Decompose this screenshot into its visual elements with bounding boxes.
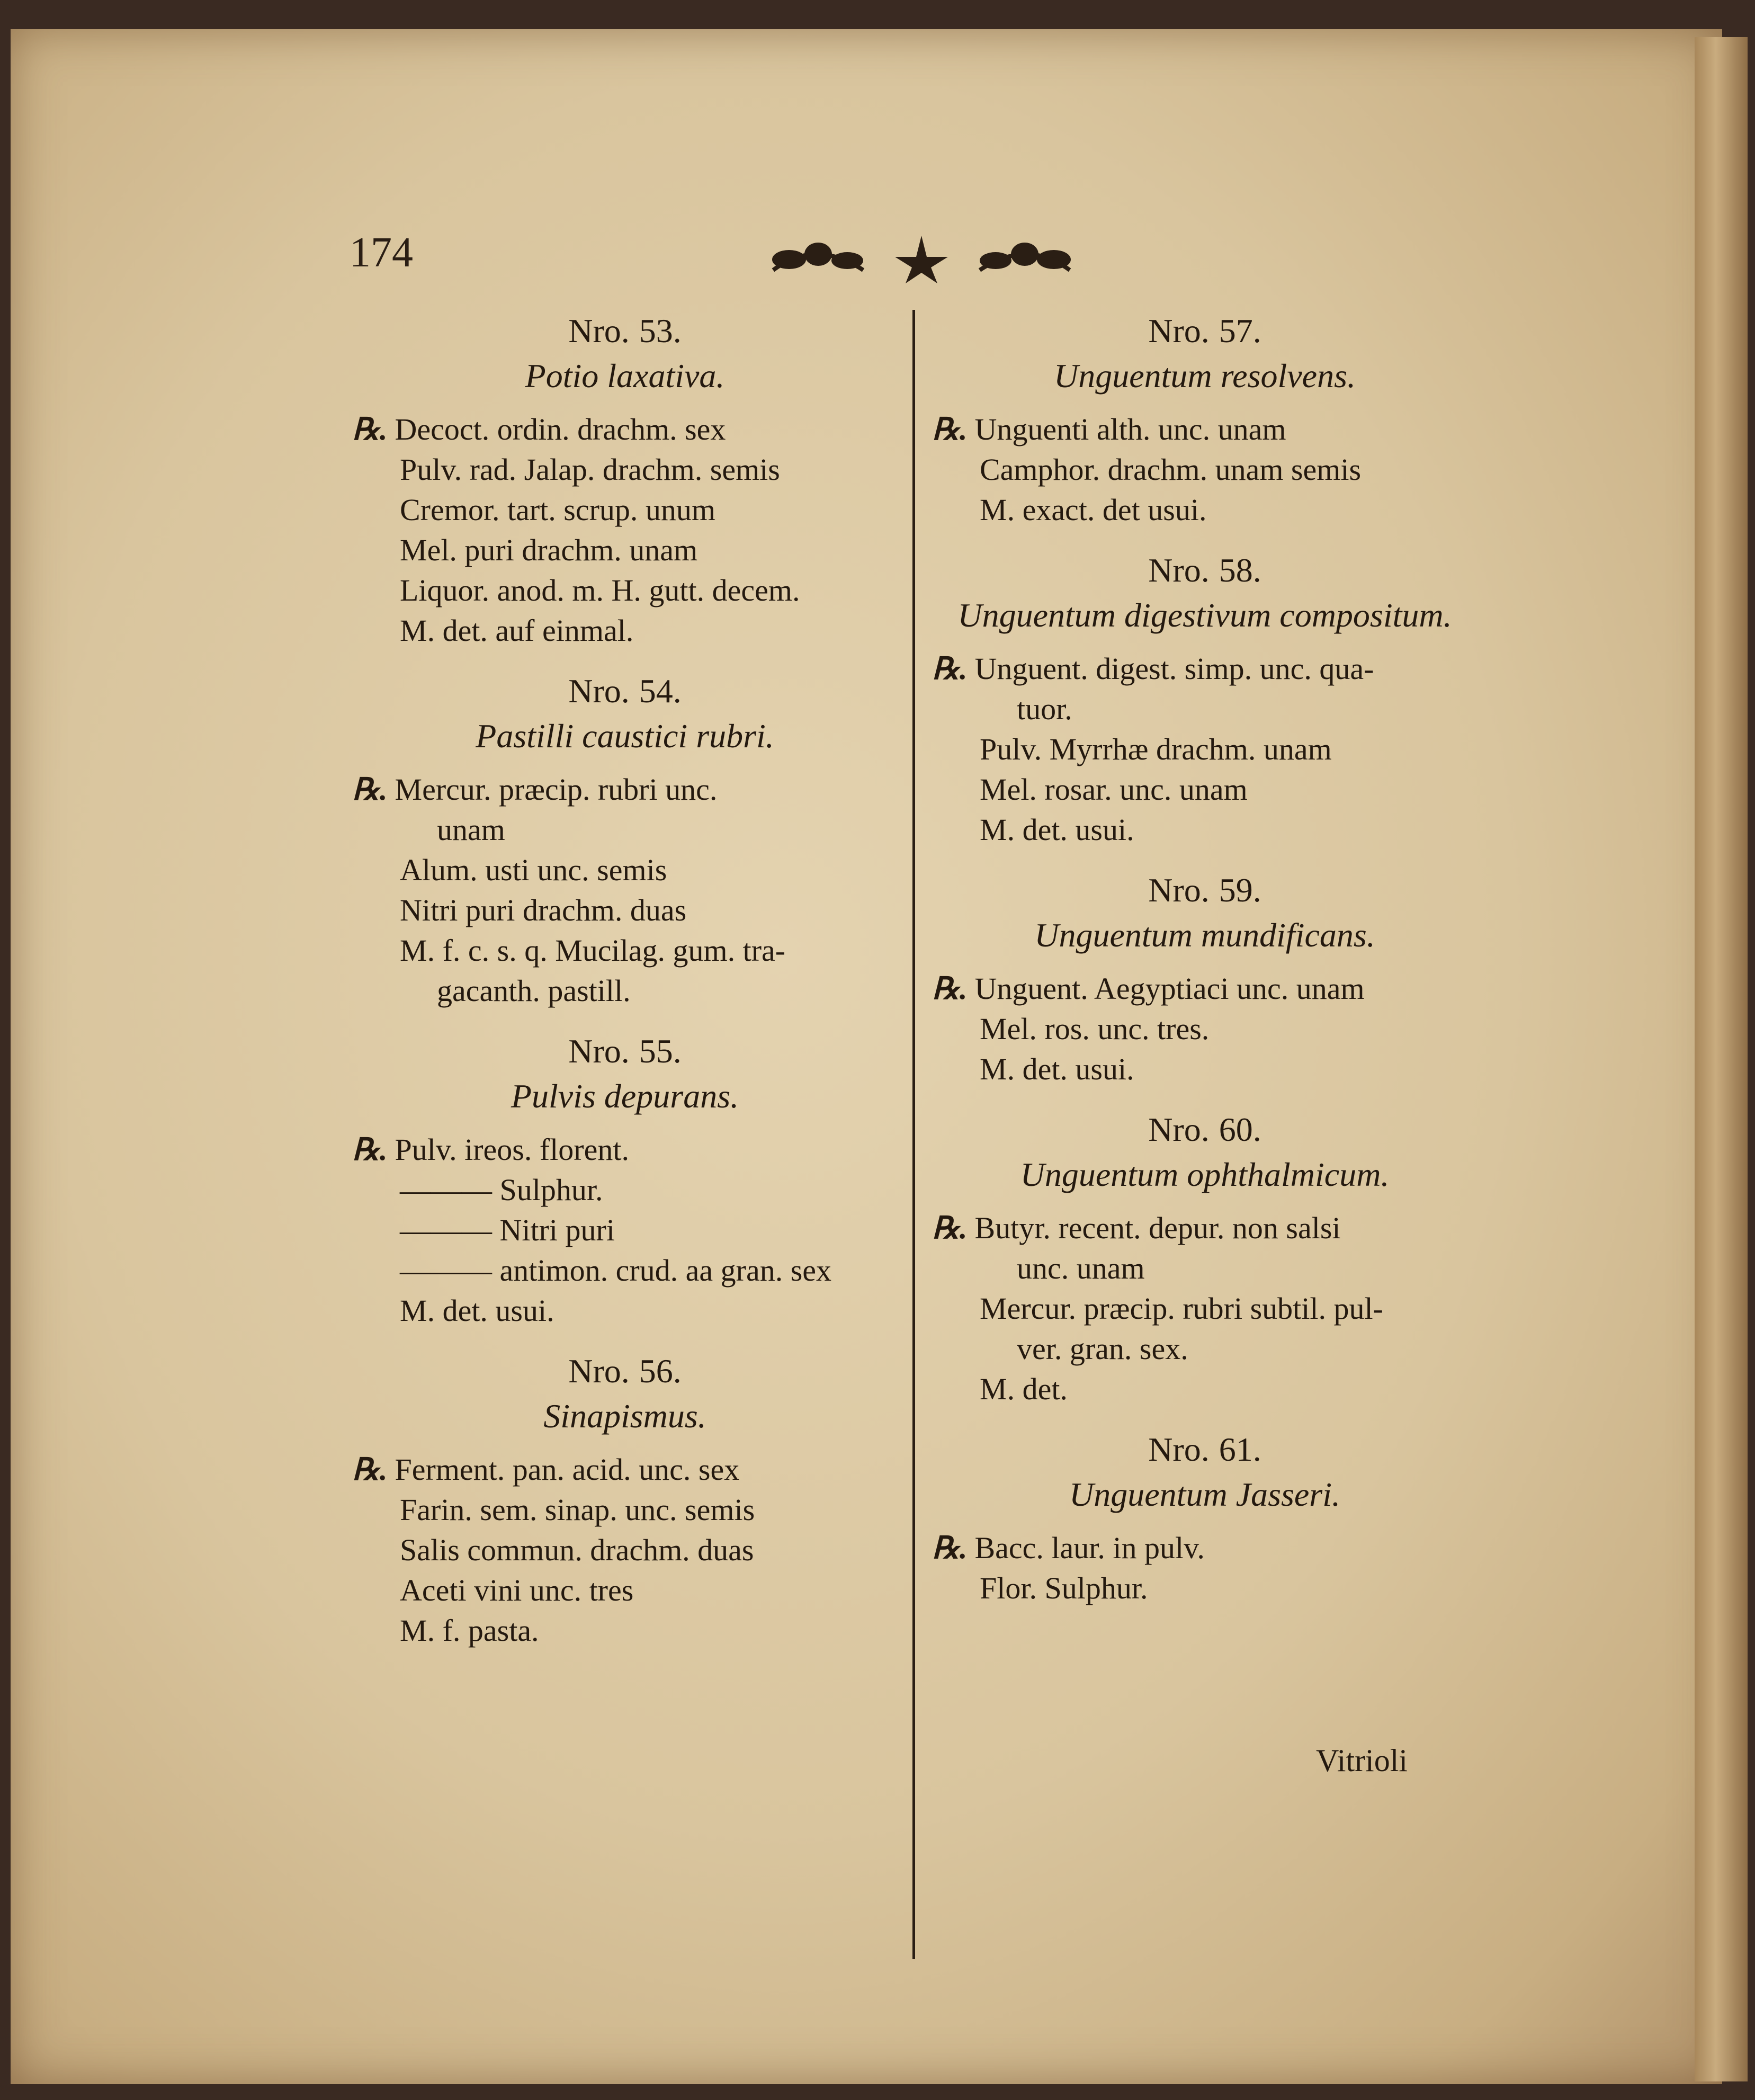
ingredient-line	[932, 1009, 1478, 1049]
recipe-symbol: ℞.	[932, 971, 968, 1006]
ingredient-text: Ferment. pan. acid. unc. sex	[395, 1452, 740, 1487]
ingredient-text: M. det. auf einmal.	[400, 613, 634, 648]
ingredient-text: Pulv. Myrrhæ drachm. unam	[980, 732, 1332, 766]
ingredient-text: unam	[437, 812, 505, 847]
ingredient-line	[352, 570, 898, 611]
ingredient-text: ——— Nitri puri	[400, 1213, 615, 1247]
ingredient-text: unc. unam	[1017, 1251, 1145, 1285]
recipe-symbol: ℞.	[932, 1211, 968, 1245]
ingredient-line	[932, 1208, 1478, 1248]
number-value: 60.	[1219, 1111, 1261, 1148]
ingredient-text: Liquor. anod. m. H. gutt. decem.	[400, 573, 800, 607]
ingredient-text: Camphor. drachm. unam semis	[980, 452, 1362, 487]
ingredient-line	[352, 810, 898, 850]
number-label: Nro.	[568, 1032, 630, 1070]
recipe-title: Unguentum Jasseri.	[1069, 1476, 1340, 1513]
recipe-title: Unguentum resolvens.	[1054, 357, 1356, 395]
ingredient-line	[352, 530, 898, 570]
number-value: 58.	[1219, 551, 1261, 589]
ingredient-line	[352, 1130, 898, 1170]
recipe-number	[352, 1030, 898, 1073]
recipe-section	[932, 869, 1478, 1089]
left-column	[352, 310, 898, 1670]
ingredient-text: Unguenti alth. unc. unam	[974, 412, 1286, 446]
recipe-symbol: ℞.	[352, 1132, 388, 1167]
ingredient-text: M. det. usui.	[980, 812, 1134, 847]
recipe-section	[352, 1350, 898, 1651]
ingredient-text: Aceti vini unc. tres	[400, 1573, 634, 1607]
recipe-number	[932, 310, 1478, 352]
number-value: 61.	[1219, 1431, 1261, 1468]
number-label: Nro.	[1148, 312, 1210, 350]
ingredient-text: ——— antimon. crud. aa gran. sex	[400, 1253, 832, 1288]
number-value: 59.	[1219, 871, 1261, 909]
ingredient-text: M. det. usui.	[980, 1052, 1134, 1086]
ingredient-line	[932, 969, 1478, 1009]
ingredient-text: Mel. puri drachm. unam	[400, 533, 698, 567]
recipe-symbol: ℞.	[352, 412, 388, 446]
recipe-symbol: ℞.	[932, 651, 968, 686]
recipe-number	[932, 1109, 1478, 1151]
page-edge	[1695, 37, 1748, 2081]
printer-ornament	[768, 228, 1075, 286]
ingredient-text: Alum. usti unc. semis	[400, 853, 667, 887]
ingredient-line	[932, 450, 1478, 490]
number-label: Nro.	[1148, 551, 1210, 589]
leaf-ornament-right-icon	[980, 243, 1071, 270]
recipe-symbol: ℞.	[932, 1531, 968, 1565]
ingredient-line	[352, 450, 898, 490]
ingredient-line	[352, 931, 898, 971]
recipe-number	[352, 1350, 898, 1392]
ingredient-line	[352, 1530, 898, 1570]
ingredient-line	[352, 1291, 898, 1331]
number-value: 54.	[639, 672, 682, 710]
ingredient-line	[352, 890, 898, 931]
ingredient-line	[352, 611, 898, 651]
ingredient-line	[932, 1248, 1478, 1289]
ingredient-text: M. det.	[980, 1372, 1068, 1406]
recipe-title: Sinapismus.	[543, 1397, 706, 1435]
ingredient-text: Salis commun. drachm. duas	[400, 1533, 754, 1567]
ingredient-line	[352, 1450, 898, 1490]
recipe-title: Unguentum mundificans.	[1034, 916, 1375, 954]
recipe-section	[352, 1030, 898, 1331]
recipe-section	[932, 549, 1478, 850]
ingredient-line	[352, 850, 898, 890]
recipe-section	[932, 1109, 1478, 1409]
number-value: 53.	[639, 312, 682, 350]
recipe-title: Potio laxativa.	[525, 357, 725, 395]
ingredient-text: Farin. sem. sinap. unc. semis	[400, 1493, 755, 1527]
number-value: 56.	[639, 1352, 682, 1390]
ingredient-line	[352, 1170, 898, 1210]
ingredient-line	[932, 649, 1478, 689]
recipe-number	[932, 1428, 1478, 1471]
recipe-symbol: ℞.	[352, 1452, 388, 1487]
recipe-number	[932, 549, 1478, 592]
ingredient-text: M. exact. det usui.	[980, 493, 1207, 527]
ingredient-line	[932, 490, 1478, 530]
ingredient-line	[352, 1490, 898, 1530]
ingredient-line	[932, 1289, 1478, 1329]
ingredient-text: M. f. c. s. q. Mucilag. gum. tra-	[400, 933, 786, 968]
recipe-title: Unguentum digestivum compositum.	[957, 596, 1452, 634]
ingredient-line	[352, 770, 898, 810]
ingredient-text: Unguent. digest. simp. unc. qua-	[974, 651, 1374, 686]
number-value: 57.	[1219, 312, 1261, 350]
ingredient-line	[932, 689, 1478, 729]
ingredient-line	[932, 810, 1478, 850]
recipe-title: Pastilli caustici rubri.	[476, 717, 774, 755]
ingredient-text: Pulv. ireos. florent.	[395, 1132, 629, 1167]
ingredient-line	[352, 490, 898, 530]
ingredient-text: Mel. rosar. unc. unam	[980, 772, 1248, 807]
recipe-section	[352, 670, 898, 1011]
recipe-section	[932, 310, 1478, 530]
page-number: 174	[350, 229, 413, 276]
ingredient-line	[352, 1570, 898, 1611]
ingredient-text: Mel. ros. unc. tres.	[980, 1012, 1210, 1046]
number-label: Nro.	[568, 312, 630, 350]
number-value: 55.	[639, 1032, 682, 1070]
ingredient-line	[352, 409, 898, 450]
ingredient-line	[932, 770, 1478, 810]
ingredient-text: ver. gran. sex.	[1017, 1332, 1188, 1366]
column-divider	[912, 310, 915, 1959]
ingredient-text: M. f. pasta.	[400, 1613, 539, 1648]
ingredient-line	[932, 1049, 1478, 1089]
recipe-number	[352, 310, 898, 352]
recipe-symbol: ℞.	[352, 772, 388, 807]
ingredient-line	[352, 971, 898, 1011]
catchword: Vitrioli	[1316, 1743, 1408, 1778]
right-column	[932, 310, 1478, 1628]
number-label: Nro.	[1148, 1111, 1210, 1148]
recipe-section	[352, 310, 898, 651]
recipe-title: Unguentum ophthalmicum.	[1020, 1156, 1390, 1193]
ingredient-text: Butyr. recent. depur. non salsi	[974, 1211, 1341, 1245]
number-label: Nro.	[1148, 1431, 1210, 1468]
ingredient-line	[932, 1528, 1478, 1568]
star-ornament-icon	[895, 236, 948, 283]
number-label: Nro.	[1148, 871, 1210, 909]
ingredient-line	[352, 1611, 898, 1651]
ingredient-text: Pulv. rad. Jalap. drachm. semis	[400, 452, 780, 487]
ingredient-text: Bacc. laur. in pulv.	[974, 1531, 1205, 1565]
leaf-ornament-left-icon	[772, 243, 863, 270]
ingredient-line	[932, 1369, 1478, 1409]
ingredient-text: tuor.	[1017, 692, 1072, 726]
ingredient-line	[932, 409, 1478, 450]
ingredient-text: Cremor. tart. scrup. unum	[400, 493, 716, 527]
ingredient-line	[932, 1329, 1478, 1369]
ingredient-line	[352, 1250, 898, 1291]
recipe-number	[932, 869, 1478, 912]
number-label: Nro.	[568, 672, 630, 710]
recipe-number	[352, 670, 898, 712]
number-label: Nro.	[568, 1352, 630, 1390]
ingredient-line	[352, 1210, 898, 1250]
ingredient-text: Decoct. ordin. drachm. sex	[395, 412, 726, 446]
ingredient-text: gacanth. pastill.	[437, 973, 631, 1008]
ingredient-text: M. det. usui.	[400, 1293, 554, 1328]
ingredient-line	[932, 729, 1478, 770]
ingredient-text: Mercur. præcip. rubri unc.	[395, 772, 718, 807]
recipe-title: Pulvis depurans.	[511, 1077, 739, 1115]
ingredient-text: Unguent. Aegyptiaci unc. unam	[974, 971, 1365, 1006]
recipe-section	[932, 1428, 1478, 1608]
recipe-symbol: ℞.	[932, 412, 968, 446]
ingredient-text: ——— Sulphur.	[400, 1173, 603, 1207]
ingredient-text: Flor. Sulphur.	[980, 1571, 1148, 1605]
ingredient-line	[932, 1568, 1478, 1608]
ingredient-text: Nitri puri drachm. duas	[400, 893, 687, 927]
ingredient-text: Mercur. præcip. rubri subtil. pul-	[980, 1291, 1383, 1326]
